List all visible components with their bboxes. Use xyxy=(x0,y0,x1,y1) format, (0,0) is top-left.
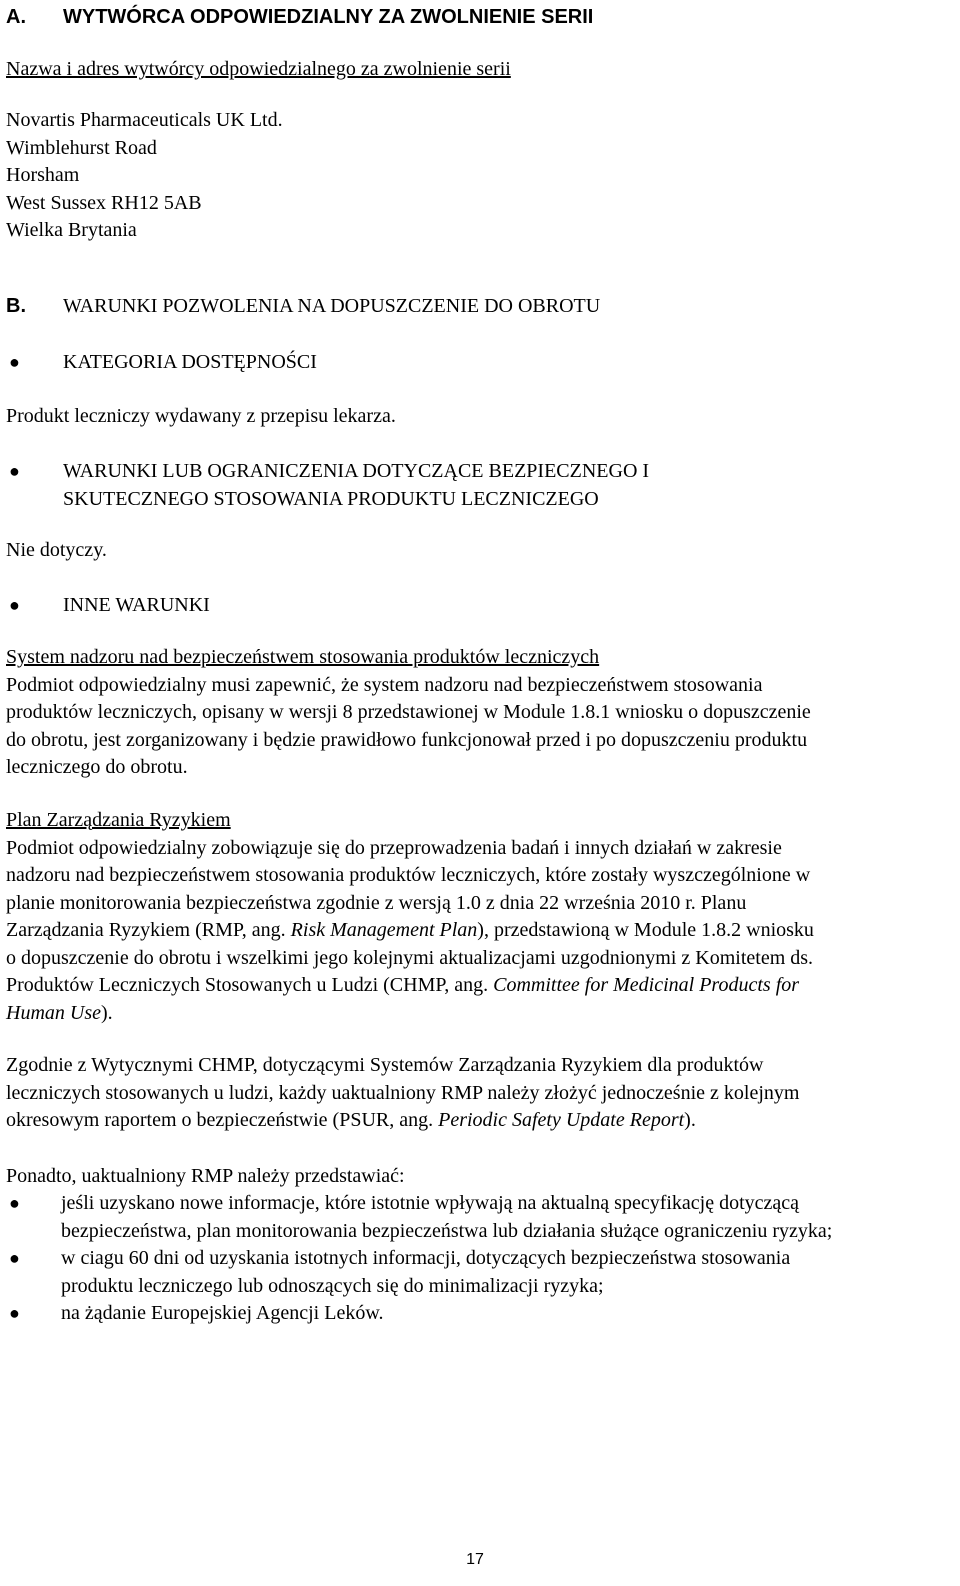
section-b-heading xyxy=(6,292,600,320)
pharmacovigilance-block xyxy=(6,644,956,782)
text-run: Zarządzania Ryzykiem (RMP, ang. xyxy=(6,919,291,941)
italic-term: Risk Management Plan xyxy=(290,919,478,941)
section-a-heading xyxy=(6,3,593,31)
list-item xyxy=(6,1300,956,1328)
italic-term: Committee for Medicinal Products for xyxy=(493,974,800,996)
rmp-heading: Plan Zarządzania Ryzykiem xyxy=(6,809,231,831)
list-item xyxy=(6,1190,956,1245)
bullet-icon: ● xyxy=(9,1193,20,1213)
category-heading xyxy=(6,348,946,376)
section-a-title: WYTWÓRCA ODPOWIEDZIALNY ZA ZWOLNIENIE SERII xyxy=(63,6,594,28)
text-run: Produktów Leczniczych Stosowanych u Ludzi (CHMP, ang. xyxy=(6,974,494,996)
bullet-icon: ● xyxy=(9,1248,20,1268)
list-item-line: produktu leczniczego lub odnoszących się do minimalizacji ryzyka; xyxy=(61,1274,604,1297)
section-b-letter: B. xyxy=(6,295,26,317)
list-item-line: w ciagu 60 dni od uzyskania istotnych informacji, dotyczących bezpieczeństwa stosowania xyxy=(61,1247,791,1269)
paragraph-line: o dopuszczenie do obrotu i wszelkimi jego kolejnymi aktualizacjami uzgodnionymi z Komitetem ds. xyxy=(6,946,814,969)
paragraph-line: produktów leczniczych, opisany w wersji 8 przedstawionej w Module 1.8.1 wniosku o dopuszczenie xyxy=(6,701,811,723)
text-run: ), przedstawioną w Module 1.8.2 wniosku xyxy=(477,919,814,941)
section-a-letter: A. xyxy=(6,6,26,28)
text-run: ). xyxy=(101,1001,113,1024)
list-item-line: bezpieczeństwa, plan monitorowania bezpieczeństwa lub działania służące ograniczeniu ryzyka; xyxy=(61,1219,833,1242)
text-run: ). xyxy=(684,1109,696,1131)
paragraph-line: nadzoru nad bezpieczeństwem stosowania produktów leczniczych, które zostały wyszczególnione w xyxy=(6,864,811,886)
paragraph-line: Zgodnie z Wytycznymi CHMP, dotyczącymi Systemów Zarządzania Ryzykiem dla produktów xyxy=(6,1054,764,1076)
manufacturer-subheading: Nazwa i adres wytwórcy odpowiedzialnego za zwolnienie serii xyxy=(6,58,511,80)
text-run: okresowym raportem o bezpieczeństwie (PSUR, ang. xyxy=(6,1109,439,1131)
update-list xyxy=(6,1190,956,1328)
italic-term: Periodic Safety Update Report xyxy=(438,1109,685,1131)
category-heading-text: KATEGORIA DOSTĘPNOŚCI xyxy=(63,351,317,373)
paragraph-line xyxy=(6,917,956,945)
pharmacovigilance-heading: System nadzoru nad bezpieczeństwem stosowania produktów leczniczych xyxy=(6,646,600,668)
paragraph-line xyxy=(6,1000,956,1028)
chmp-paragraph xyxy=(6,1052,956,1135)
bullet-icon: ● xyxy=(9,1303,20,1323)
paragraph-line: Podmiot odpowiedzialny zobowiązuje się do przeprowadzenia badań i innych działań w zakresie xyxy=(6,836,782,859)
manufacturer-address xyxy=(6,107,283,245)
address-line: West Sussex RH12 5AB xyxy=(6,191,202,214)
paragraph-line: do obrotu, jest zorganizowany i będzie prawidłowo funkcjonował przed i po dopuszczeniu produktu xyxy=(6,728,808,751)
other-conditions-heading-text: INNE WARUNKI xyxy=(63,594,210,616)
other-conditions-heading xyxy=(6,591,946,619)
paragraph-line: leczniczych stosowanych u ludzi, każdy uaktualniony RMP należy złożyć jednocześnie z kolejnym xyxy=(6,1081,800,1104)
address-line: Wimblehurst Road xyxy=(6,136,157,159)
paragraph-line: leczniczego do obrotu. xyxy=(6,756,188,778)
paragraph-line: planie monitorowania bezpieczeństwa zgodnie z wersją 1.0 z dnia 22 września 2010 r. Planu xyxy=(6,891,747,914)
category-text: Produkt leczniczy wydawany z przepisu lekarza. xyxy=(6,405,396,427)
paragraph-line xyxy=(6,972,956,1000)
bullet-icon: ● xyxy=(9,352,20,372)
italic-term: Human Use xyxy=(6,1001,101,1024)
rmp-block xyxy=(6,807,956,1027)
paragraph-line: Podmiot odpowiedzialny musi zapewnić, że system nadzoru nad bezpieczeństwem stosowania xyxy=(6,673,763,696)
address-line: Novartis Pharmaceuticals UK Ltd. xyxy=(6,109,283,131)
bullet-icon: ● xyxy=(9,595,20,615)
address-line: Wielka Brytania xyxy=(6,219,137,241)
conditions-heading-line2: SKUTECZNEGO STOSOWANIA PRODUKTU LECZNICZEGO xyxy=(63,488,599,510)
conditions-heading-line1: WARUNKI LUB OGRANICZENIA DOTYCZĄCE BEZPIECZNEGO I xyxy=(63,460,650,482)
update-intro: Ponadto, uaktualniony RMP należy przedstawiać: xyxy=(6,1165,405,1187)
list-item-line: na żądanie Europejskiej Agencji Leków. xyxy=(61,1302,384,1324)
list-item xyxy=(6,1245,956,1300)
section-b-title: WARUNKI POZWOLENIA NA DOPUSZCZENIE DO OBROTU xyxy=(63,295,601,317)
page-number: 17 xyxy=(466,1551,484,1568)
paragraph-line xyxy=(6,1107,956,1135)
list-item-line: jeśli uzyskano nowe informacje, które istotnie wpływają na aktualną specyfikację dotyczącą xyxy=(61,1192,800,1214)
conditions-heading xyxy=(6,457,946,513)
bullet-icon: ● xyxy=(9,461,20,481)
address-line: Horsham xyxy=(6,164,80,186)
conditions-text: Nie dotyczy. xyxy=(6,539,107,561)
